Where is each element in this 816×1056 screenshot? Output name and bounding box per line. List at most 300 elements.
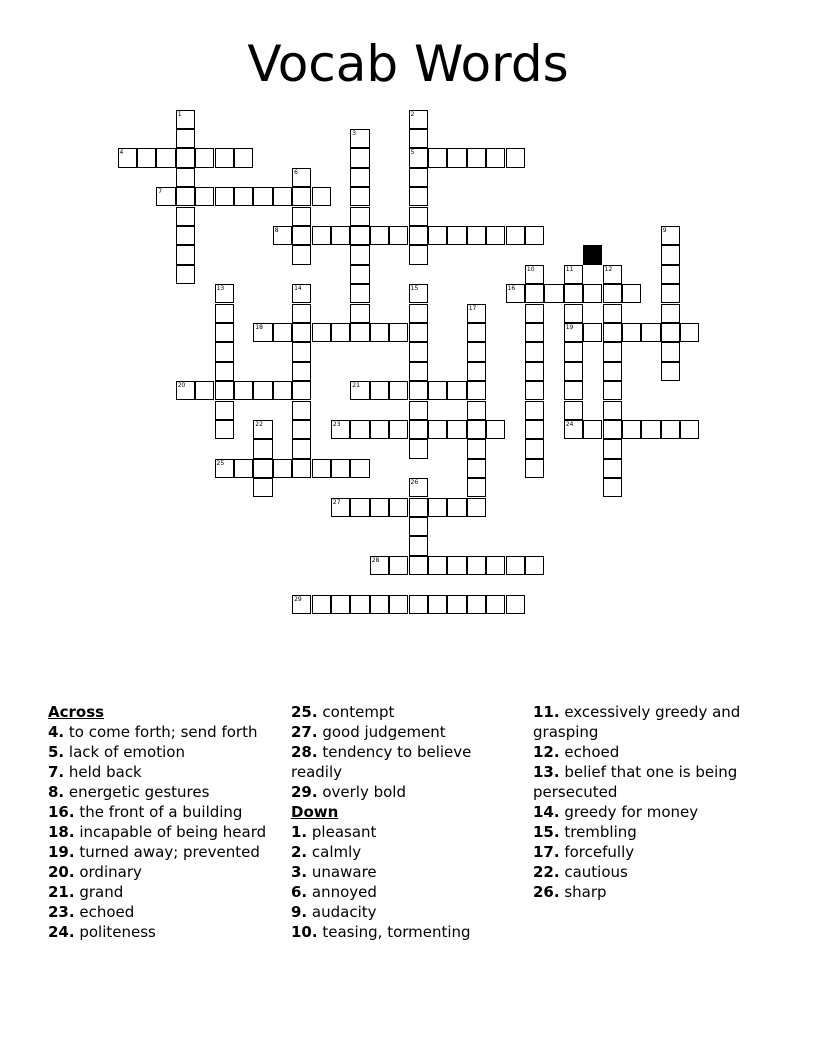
grid-cell[interactable] (176, 381, 195, 400)
cell-number: 11 (565, 265, 574, 273)
clue-item (48, 902, 278, 922)
cell-number: 24 (565, 420, 574, 428)
clue-text: turned away; prevented (74, 843, 260, 861)
clue-number: 1. (291, 823, 308, 841)
cell-number: 25 (216, 459, 225, 467)
grid-cell[interactable] (525, 342, 544, 361)
clue-text: excessively greedy and grasping (533, 703, 741, 741)
clue-number: 2. (291, 843, 308, 861)
clue-column-1 (48, 702, 278, 942)
clue-text: forcefully (559, 843, 635, 861)
grid-cell[interactable] (350, 304, 369, 323)
cell-number: 9 (662, 226, 667, 234)
clue-number: 10. (291, 923, 318, 941)
grid-cell[interactable] (389, 420, 408, 439)
grid-cell[interactable] (641, 420, 660, 439)
grid-cell[interactable] (506, 595, 525, 614)
clue-text: energetic gestures (64, 783, 210, 801)
grid-cell[interactable] (234, 459, 253, 478)
clue-number: 24. (48, 923, 75, 941)
grid-cell[interactable] (312, 323, 331, 342)
grid-cell[interactable] (564, 420, 583, 439)
grid-cell[interactable] (525, 304, 544, 323)
grid-cell[interactable] (661, 342, 680, 361)
grid-cell[interactable] (467, 498, 486, 517)
grid-cell[interactable] (350, 284, 369, 303)
grid-cell[interactable] (428, 498, 447, 517)
clue-text: annoyed (307, 883, 377, 901)
grid-cell[interactable] (292, 595, 311, 614)
grid-cell[interactable] (331, 498, 350, 517)
grid-cell[interactable] (603, 459, 622, 478)
grid-cell[interactable] (292, 381, 311, 400)
grid-cell[interactable] (603, 439, 622, 458)
grid-cell[interactable] (409, 148, 428, 167)
grid-cell[interactable] (603, 323, 622, 342)
cell-number: 29 (294, 595, 302, 603)
grid-cell[interactable] (603, 342, 622, 361)
grid-cell[interactable] (641, 323, 660, 342)
grid-cell[interactable] (409, 498, 428, 517)
grid-cell[interactable] (409, 517, 428, 536)
grid-cell[interactable] (680, 420, 699, 439)
clue-item (533, 702, 773, 742)
grid-cell[interactable] (525, 284, 544, 303)
grid-cell[interactable] (176, 110, 195, 129)
cell-number: 28 (371, 556, 380, 564)
grid-cell[interactable] (467, 401, 486, 420)
cell-number: 3 (352, 129, 357, 137)
grid-cell[interactable] (409, 556, 428, 575)
clue-text: sharp (559, 883, 607, 901)
grid-cell[interactable] (215, 187, 234, 206)
grid-cell[interactable] (292, 362, 311, 381)
clue-text: unaware (307, 863, 377, 881)
grid-cell[interactable] (506, 226, 525, 245)
clue-number: 17. (533, 843, 560, 861)
grid-cell[interactable] (486, 595, 505, 614)
clue-item (48, 922, 278, 942)
clue-item (533, 762, 773, 802)
grid-cell[interactable] (389, 498, 408, 517)
clue-item (48, 842, 278, 862)
grid-cell[interactable] (603, 284, 622, 303)
grid-cell[interactable] (680, 323, 699, 342)
grid-cell[interactable] (350, 226, 369, 245)
grid-cell[interactable] (603, 304, 622, 323)
grid-cell[interactable] (156, 187, 175, 206)
grid-cell[interactable] (176, 226, 195, 245)
clue-item (533, 802, 773, 822)
grid-cell[interactable] (409, 342, 428, 361)
grid-cell[interactable] (350, 207, 369, 226)
grid-cell[interactable] (506, 556, 525, 575)
grid-cell[interactable] (467, 381, 486, 400)
grid-cell[interactable] (350, 148, 369, 167)
grid-cell[interactable] (409, 362, 428, 381)
grid-cell[interactable] (525, 556, 544, 575)
grid-cell[interactable] (234, 187, 253, 206)
grid-cell[interactable] (661, 304, 680, 323)
cell-number: 14 (294, 285, 302, 293)
grid-cell[interactable] (486, 556, 505, 575)
grid-cell[interactable] (525, 401, 544, 420)
grid-cell[interactable] (447, 420, 466, 439)
grid-cell[interactable] (525, 323, 544, 342)
grid-cell[interactable] (215, 304, 234, 323)
clue-column-3 (533, 702, 773, 902)
grid-cell[interactable] (409, 420, 428, 439)
grid-cell[interactable] (467, 342, 486, 361)
cell-number: 27 (332, 498, 341, 506)
grid-cell[interactable] (273, 187, 292, 206)
grid-cell[interactable] (661, 420, 680, 439)
clue-text: lack of emotion (64, 743, 185, 761)
grid-cell[interactable] (215, 401, 234, 420)
grid-cell[interactable] (331, 595, 350, 614)
grid-cell[interactable] (331, 420, 350, 439)
grid-cell[interactable] (603, 362, 622, 381)
grid-cell[interactable] (409, 245, 428, 264)
cell-number: 1 (177, 110, 182, 118)
grid-cell[interactable] (564, 381, 583, 400)
grid-cell[interactable] (409, 439, 428, 458)
clue-text: held back (64, 763, 142, 781)
grid-cell[interactable] (292, 420, 311, 439)
grid-cell[interactable] (253, 323, 272, 342)
grid-cell[interactable] (409, 401, 428, 420)
grid-cell[interactable] (486, 148, 505, 167)
clue-number: 6. (291, 883, 308, 901)
grid-cell[interactable] (292, 439, 311, 458)
grid-cell[interactable] (409, 129, 428, 148)
grid-cell[interactable] (292, 245, 311, 264)
grid-cell[interactable] (292, 284, 311, 303)
blocked-cell (583, 245, 602, 264)
grid-cell[interactable] (409, 207, 428, 226)
grid-cell[interactable] (447, 148, 466, 167)
cell-number: 12 (604, 265, 613, 273)
grid-cell[interactable] (370, 420, 389, 439)
grid-cell[interactable] (389, 226, 408, 245)
clue-text: incapable of being heard (74, 823, 267, 841)
grid-cell[interactable] (215, 148, 234, 167)
grid-cell[interactable] (292, 207, 311, 226)
clue-number: 20. (48, 863, 75, 881)
grid-cell[interactable] (215, 342, 234, 361)
grid-cell[interactable] (428, 148, 447, 167)
grid-cell[interactable] (370, 556, 389, 575)
clue-text: contempt (317, 703, 395, 721)
grid-cell[interactable] (447, 595, 466, 614)
grid-cell[interactable] (467, 148, 486, 167)
clue-text: grand (74, 883, 124, 901)
grid-cell[interactable] (389, 595, 408, 614)
page-title: Vocab Words (247, 35, 569, 93)
cell-number: 15 (410, 285, 419, 293)
clue-text: calmly (307, 843, 362, 861)
grid-cell[interactable] (525, 381, 544, 400)
clue-text: ordinary (74, 863, 142, 881)
grid-cell[interactable] (409, 536, 428, 555)
grid-cell[interactable] (525, 439, 544, 458)
grid-cell[interactable] (661, 284, 680, 303)
grid-cell[interactable] (137, 148, 156, 167)
grid-cell[interactable] (292, 187, 311, 206)
grid-cell[interactable] (389, 556, 408, 575)
cell-number: 13 (216, 285, 225, 293)
grid-cell[interactable] (331, 323, 350, 342)
clue-number: 3. (291, 863, 308, 881)
grid-cell[interactable] (176, 168, 195, 187)
grid-cell[interactable] (350, 595, 369, 614)
grid-cell[interactable] (292, 323, 311, 342)
grid-cell[interactable] (292, 342, 311, 361)
clue-number: 19. (48, 843, 75, 861)
grid-cell[interactable] (603, 478, 622, 497)
clue-item (291, 722, 521, 742)
grid-cell[interactable] (195, 187, 214, 206)
grid-cell[interactable] (409, 478, 428, 497)
clue-item (291, 822, 521, 842)
grid-cell[interactable] (603, 401, 622, 420)
grid-cell[interactable] (215, 362, 234, 381)
grid-cell[interactable] (467, 304, 486, 323)
grid-cell[interactable] (389, 381, 408, 400)
grid-cell[interactable] (447, 381, 466, 400)
grid-cell[interactable] (525, 226, 544, 245)
grid-cell[interactable] (447, 556, 466, 575)
grid-cell[interactable] (253, 439, 272, 458)
grid-cell[interactable] (428, 226, 447, 245)
grid-cell[interactable] (156, 148, 175, 167)
grid-cell[interactable] (253, 187, 272, 206)
grid-cell[interactable] (273, 226, 292, 245)
clue-item (533, 822, 773, 842)
grid-cell[interactable] (486, 226, 505, 245)
grid-cell[interactable] (564, 265, 583, 284)
grid-cell[interactable] (215, 323, 234, 342)
clue-column-2 (291, 702, 521, 942)
grid-cell[interactable] (467, 556, 486, 575)
grid-cell[interactable] (564, 401, 583, 420)
grid-cell[interactable] (350, 459, 369, 478)
cell-number: 17 (468, 304, 477, 312)
grid-cell[interactable] (350, 381, 369, 400)
grid-cell[interactable] (215, 284, 234, 303)
grid-cell[interactable] (176, 245, 195, 264)
cell-number: 26 (410, 479, 419, 487)
grid-cell[interactable] (292, 401, 311, 420)
grid-cell[interactable] (350, 498, 369, 517)
grid-cell[interactable] (661, 323, 680, 342)
cell-number: 2 (410, 110, 415, 118)
grid-cell[interactable] (428, 595, 447, 614)
grid-cell[interactable] (525, 362, 544, 381)
grid-cell[interactable] (331, 226, 350, 245)
grid-cell[interactable] (292, 226, 311, 245)
grid-cell[interactable] (409, 226, 428, 245)
grid-cell[interactable] (312, 595, 331, 614)
grid-cell[interactable] (409, 595, 428, 614)
grid-cell[interactable] (506, 284, 525, 303)
grid-cell[interactable] (409, 323, 428, 342)
grid-cell[interactable] (370, 323, 389, 342)
clue-number: 7. (48, 763, 65, 781)
clue-item (48, 762, 278, 782)
grid-cell[interactable] (215, 459, 234, 478)
grid-cell[interactable] (273, 459, 292, 478)
grid-cell[interactable] (176, 148, 195, 167)
grid-cell[interactable] (176, 129, 195, 148)
grid-cell[interactable] (253, 381, 272, 400)
grid-cell[interactable] (370, 226, 389, 245)
grid-cell[interactable] (350, 420, 369, 439)
grid-cell[interactable] (234, 381, 253, 400)
grid-cell[interactable] (409, 187, 428, 206)
grid-cell[interactable] (506, 148, 525, 167)
grid-cell[interactable] (661, 226, 680, 245)
grid-cell[interactable] (409, 381, 428, 400)
clue-item (291, 862, 521, 882)
grid-cell[interactable] (195, 381, 214, 400)
grid-cell[interactable] (583, 323, 602, 342)
grid-cell[interactable] (622, 323, 641, 342)
clue-text: echoed (559, 743, 620, 761)
grid-cell[interactable] (467, 595, 486, 614)
grid-cell[interactable] (234, 148, 253, 167)
grid-cell[interactable] (409, 168, 428, 187)
clue-number: 16. (48, 803, 75, 821)
grid-cell[interactable] (292, 459, 311, 478)
clue-item (48, 722, 278, 742)
grid-cell[interactable] (118, 148, 137, 167)
grid-cell[interactable] (467, 226, 486, 245)
grid-cell[interactable] (370, 381, 389, 400)
grid-cell[interactable] (603, 420, 622, 439)
grid-cell[interactable] (350, 129, 369, 148)
grid-cell[interactable] (350, 245, 369, 264)
clue-item (291, 882, 521, 902)
grid-cell[interactable] (428, 556, 447, 575)
clue-item (533, 882, 773, 902)
grid-cell[interactable] (564, 323, 583, 342)
grid-cell[interactable] (312, 459, 331, 478)
grid-cell[interactable] (253, 478, 272, 497)
clue-number: 26. (533, 883, 560, 901)
grid-cell[interactable] (195, 148, 214, 167)
clue-number: 21. (48, 883, 75, 901)
grid-cell[interactable] (661, 362, 680, 381)
clue-number: 8. (48, 783, 65, 801)
grid-cell[interactable] (253, 459, 272, 478)
grid-cell[interactable] (409, 284, 428, 303)
grid-cell[interactable] (467, 323, 486, 342)
grid-cell[interactable] (467, 459, 486, 478)
grid-cell[interactable] (544, 284, 563, 303)
grid-cell[interactable] (370, 498, 389, 517)
clue-text: tendency to believe readily (291, 743, 472, 781)
clue-item (533, 862, 773, 882)
grid-cell[interactable] (428, 420, 447, 439)
clue-number: 23. (48, 903, 75, 921)
grid-cell[interactable] (350, 187, 369, 206)
grid-cell[interactable] (525, 459, 544, 478)
grid-cell[interactable] (312, 187, 331, 206)
grid-cell[interactable] (331, 459, 350, 478)
grid-cell[interactable] (467, 439, 486, 458)
grid-cell[interactable] (176, 187, 195, 206)
clue-number: 15. (533, 823, 560, 841)
grid-cell[interactable] (603, 265, 622, 284)
grid-cell[interactable] (312, 226, 331, 245)
grid-cell[interactable] (253, 420, 272, 439)
grid-cell[interactable] (409, 304, 428, 323)
grid-cell[interactable] (486, 420, 505, 439)
cell-number: 4 (119, 149, 124, 157)
cell-number: 21 (352, 382, 360, 390)
grid-cell[interactable] (525, 265, 544, 284)
grid-cell[interactable] (564, 284, 583, 303)
grid-cell[interactable] (428, 381, 447, 400)
grid-cell[interactable] (292, 304, 311, 323)
grid-cell[interactable] (661, 245, 680, 264)
grid-cell[interactable] (273, 381, 292, 400)
grid-cell[interactable] (292, 168, 311, 187)
grid-cell[interactable] (603, 381, 622, 400)
clue-item (48, 802, 278, 822)
grid-cell[interactable] (273, 323, 292, 342)
grid-cell[interactable] (661, 265, 680, 284)
cell-number: 8 (274, 226, 279, 234)
grid-cell[interactable] (350, 323, 369, 342)
grid-cell[interactable] (215, 420, 234, 439)
grid-cell[interactable] (176, 265, 195, 284)
grid-cell[interactable] (467, 362, 486, 381)
clue-item (533, 742, 773, 762)
grid-cell[interactable] (564, 342, 583, 361)
grid-cell[interactable] (389, 323, 408, 342)
grid-cell[interactable] (525, 420, 544, 439)
grid-cell[interactable] (622, 420, 641, 439)
clue-number: 27. (291, 723, 318, 741)
clue-text: the front of a building (74, 803, 243, 821)
clue-number: 5. (48, 743, 65, 761)
grid-cell[interactable] (564, 304, 583, 323)
cell-number: 22 (255, 420, 263, 428)
grid-cell[interactable] (467, 478, 486, 497)
grid-cell[interactable] (583, 420, 602, 439)
grid-cell[interactable] (350, 168, 369, 187)
clue-section-header: Down (291, 803, 339, 821)
grid-cell[interactable] (370, 595, 389, 614)
grid-cell[interactable] (215, 381, 234, 400)
grid-cell[interactable] (350, 265, 369, 284)
grid-cell[interactable] (467, 420, 486, 439)
clue-item (533, 842, 773, 862)
clue-item (291, 842, 521, 862)
clue-number: 29. (291, 783, 318, 801)
grid-cell[interactable] (409, 110, 428, 129)
grid-cell[interactable] (583, 284, 602, 303)
grid-cell[interactable] (447, 498, 466, 517)
grid-cell[interactable] (564, 362, 583, 381)
cell-number: 10 (526, 265, 535, 273)
clue-item (48, 822, 278, 842)
grid-cell[interactable] (176, 207, 195, 226)
grid-cell[interactable] (622, 284, 641, 303)
grid-cell[interactable] (447, 226, 466, 245)
